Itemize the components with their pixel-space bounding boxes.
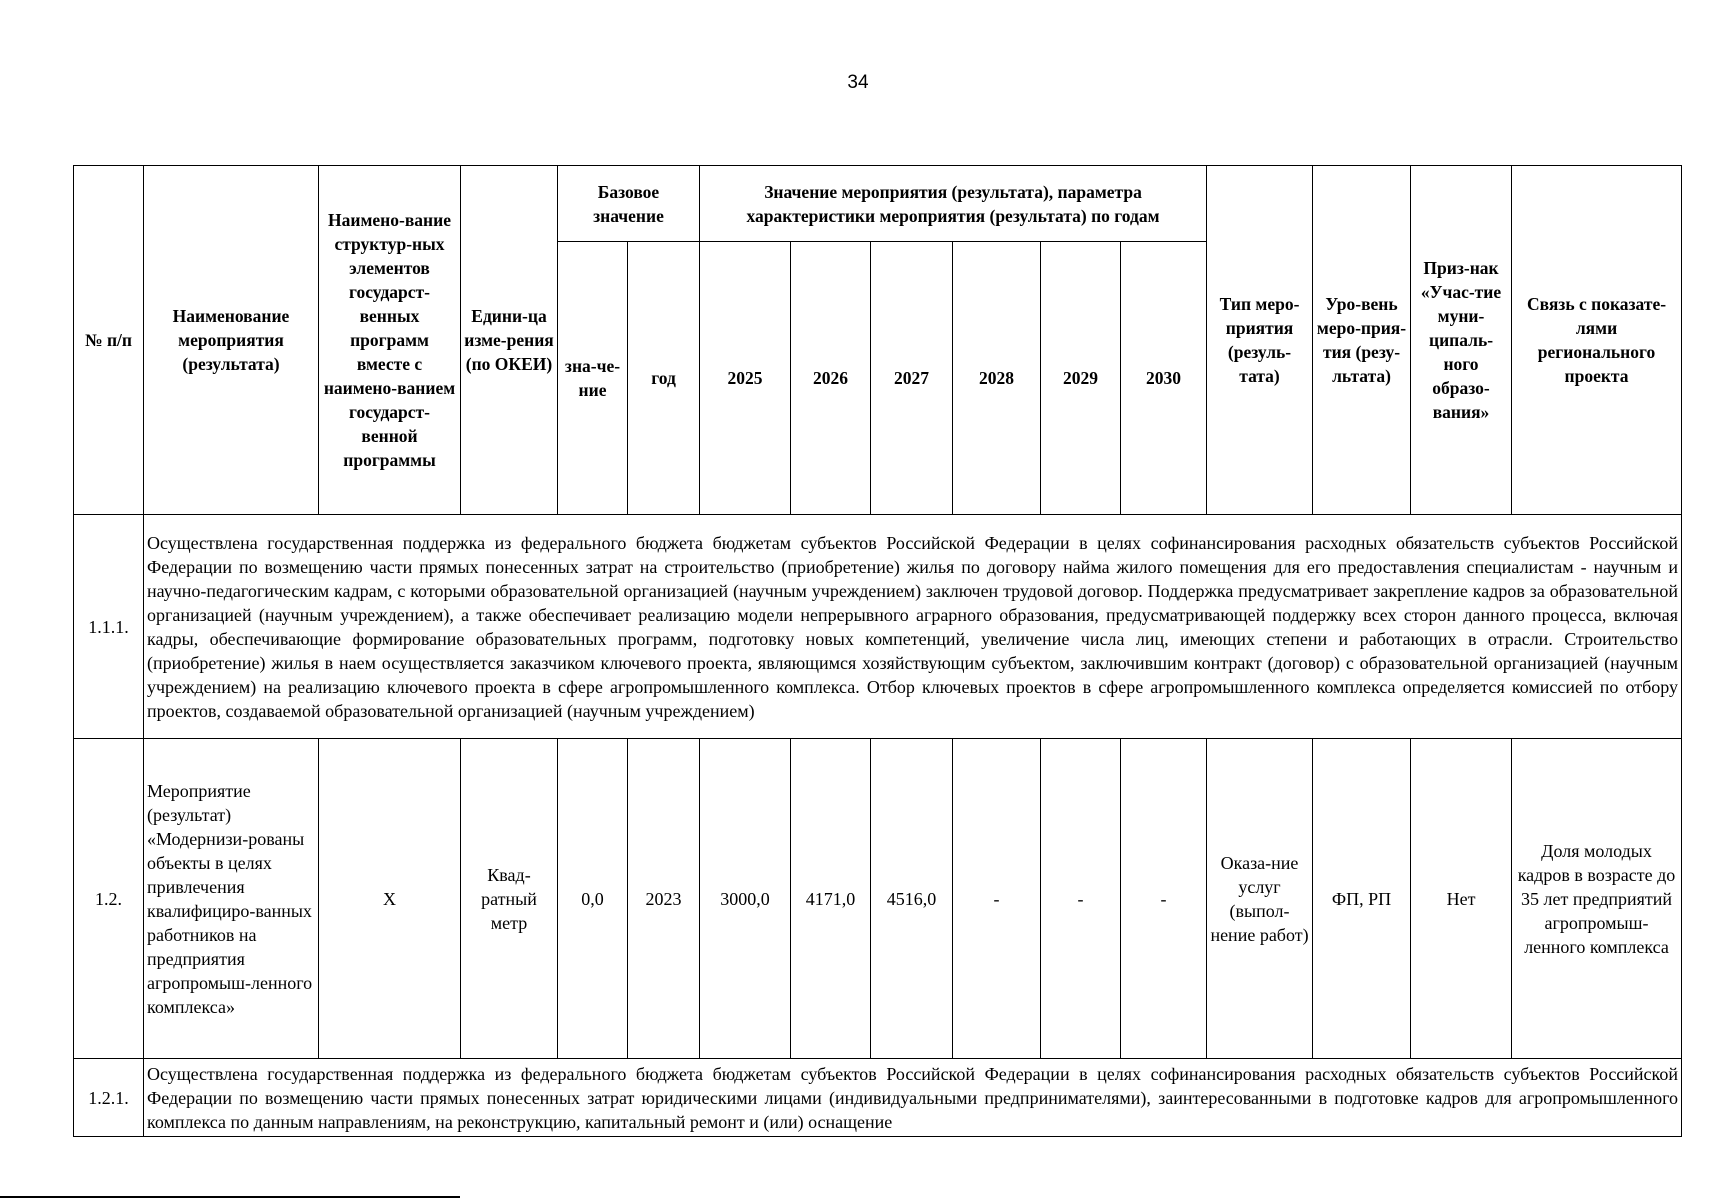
table-row [74,1059,1682,1137]
header-structural-elements: Наимено-вание структур-ных элементов государст-венных программ вместе с наимено-ванием государст-венной программы [319,166,461,515]
regional-link: Доля молодых кадров в возрасте до 35 лет предприятий агропромыш-ленного комплекса [1512,739,1682,1059]
header-unit: Едини-ца изме-рения (по ОКЕИ) [461,166,558,515]
header-row-1 [74,166,1682,242]
municipal-sign: Нет [1411,739,1512,1059]
structural-elements: X [319,739,461,1059]
value-2025: 3000,0 [700,739,791,1059]
value-2029: - [1041,739,1121,1059]
header-year-2027: 2027 [871,242,953,515]
event-type: Оказа-ние услуг (выпол-нение работ) [1207,739,1313,1059]
header-municipal-sign: Приз-нак «Учас-тие муни-ципаль-ного образо-вания» [1411,166,1512,515]
value-2026: 4171,0 [791,739,871,1059]
table-row [74,739,1682,1059]
header-num: № п/п [74,166,144,515]
header-year-2025: 2025 [700,242,791,515]
row-number: 1.2. [74,739,144,1059]
header-year-2030: 2030 [1121,242,1207,515]
header-year-2029: 2029 [1041,242,1121,515]
page-number: 34 [847,72,869,93]
row-number: 1.1.1. [74,515,144,739]
base-value: 0,0 [558,739,628,1059]
header-years-group: Значение мероприятия (результата), параметра характеристики мероприятия (результата) по годам [700,166,1207,242]
header-year-2028: 2028 [953,242,1041,515]
row-description: Осуществлена государственная поддержка из федерального бюджета бюджетам субъектов Российской Федерации в целях софинансирования расходных обязательств субъектов Российской Федерации по возмещению части прямых понесенных затрат юридическими лицами (индивидуальными предпринимателями), заинтересованными в подготовке кадров для агропромышленного комплекса по данным направлениям, на реконструкцию, капитальный ремонт и (или) оснащение [144,1059,1682,1137]
events-table [73,165,1682,1137]
unit: Квад-ратный метр [461,739,558,1059]
base-year: 2023 [628,739,700,1059]
footer-divider [0,1196,460,1198]
header-level: Уро-вень меро-прия-тия (резу-льтата) [1313,166,1411,515]
header-base-year: год [628,242,700,515]
header-regional-link: Связь с показате-лями регионального проекта [1512,166,1682,515]
header-name: Наименование мероприятия (результата) [144,166,319,515]
event-level: ФП, РП [1313,739,1411,1059]
value-2028: - [953,739,1041,1059]
event-name: Мероприятие (результат) «Модернизи-рованы объекты в целях привлечения квалифициро-ванных работников на предприятия агропромыш-ленного комплекса» [144,739,319,1059]
row-description: Осуществлена государственная поддержка из федерального бюджета бюджетам субъектов Российской Федерации в целях софинансирования расходных обязательств субъектов Российской Федерации по возмещению части прямых понесенных затрат на строительство (приобретение) жилья по договору найма жилого помещения для его предоставления специалистам - научным и научно-педагогическим кадрам, с которыми образовательной организацией (научным учреждением) заключен трудовой договор. Поддержка предусматривает закрепление кадров за образовательной организацией (научным учреждением), а также обеспечивает реализацию модели непрерывного аграрного образования, предусматривающей поддержку всех сторон данного процесса, включая кадры, обеспечивающие формирование образовательных программ, подготовку новых компетенций, увеличение числа лиц, имеющих степени и работающих в отрасли. Строительство (приобретение) жилья в наем осуществляется заказчиком ключевого проекта, являющимся хозяйствующим субъектом, заключившим контракт (договор) с образовательной организацией (научным учреждением) на реализацию ключевого проекта в сфере агропромышленного комплекса. Отбор ключевых проектов в сфере агропромышленного комплекса определяется комиссией по отбору проектов, создаваемой образовательной организацией (научным учреждением) [144,515,1682,739]
header-base-value-group: Базовое значение [558,166,700,242]
table-row [74,515,1682,739]
row-number: 1.2.1. [74,1059,144,1137]
value-2027: 4516,0 [871,739,953,1059]
value-2030: - [1121,739,1207,1059]
header-base-value: зна-че-ние [558,242,628,515]
header-type: Тип меро-приятия (резуль-тата) [1207,166,1313,515]
header-year-2026: 2026 [791,242,871,515]
